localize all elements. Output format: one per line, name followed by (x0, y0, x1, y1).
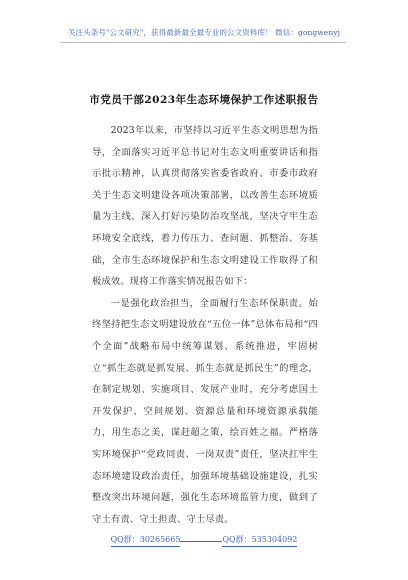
paragraph-political-responsibility: 一是强化政治担当，全面履行生态环保职责。始终坚持把生态文明建设放在“五位一体”总体布局和“四个全面”战略布局中统筹谋划、系统推进，牢固树立“抓生态就是抓发展、抓生态就是抓民生”的理念，在制定规划、实施项目、发展产业时，充分考虑国土开发保护、空间规划、资源总量和环境资源承载能力，用生态之美，谋赶超之策，绘百姓之福。严格落实环境保护“党政同责、一岗双责”责任，坚决扛牢生态环境建设政治责任，加强环境基础设施建设，扎实整改突出环境问题，强化生态环境监管力度，做到了守土有责、守土担责、守土尽责。 (92, 297, 318, 525)
header-divider (60, 42, 346, 43)
document-title: 市党员干部2023年生态环境保护工作述职报告 (89, 94, 319, 106)
footer-contacts (0, 534, 408, 547)
document-body (92, 120, 318, 530)
header-banner: 关注头条号"公文研究"，获得最新最全最专业的公文资料库！ 微信：gongwenyj (67, 28, 341, 37)
paragraph-intro: 2023年以来，市坚持以习近平生态文明思想为指导，全面落实习近平总书记对生态文明重要讲话和指示批示精神，认真贯彻落实省委省政府、市委市政府关于生态文明建设各项决策部署，以改善生态环境质量为主线，深入打好污染防治攻坚战，坚决守牢生态环境安全底线，着力传压力、查问题、抓整治、夯基础，全市生态环境保护和生态文明建设工作取得了积极成效。现将工作落实情况报告如下： (92, 125, 318, 288)
footer-qq-group-1: QQ群：30265665 (111, 534, 181, 547)
footer-spacer (180, 540, 222, 542)
footer-qq-group-2: QQ群：535304092 (222, 534, 297, 547)
